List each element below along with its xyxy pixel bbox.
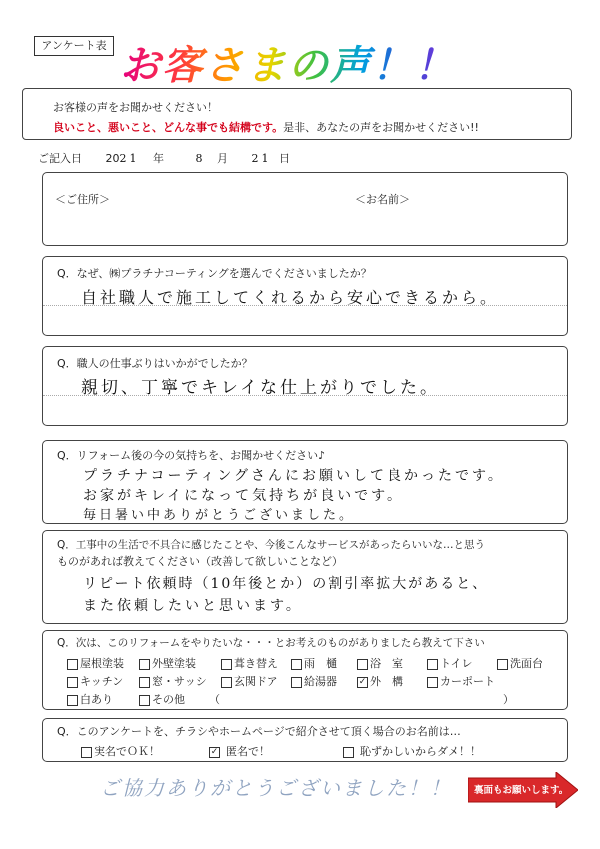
question-1: Q．なぜ、㈱プラチナコーティングを選んでくださいましたか？ — [57, 267, 372, 280]
option-reroof[interactable]: 葺き替え — [221, 655, 278, 671]
checkbox-checked[interactable]: ✓ — [210, 746, 219, 757]
checkbox-checked[interactable]: ✓ — [358, 676, 367, 687]
option-gutter[interactable]: 雨 樋 — [291, 655, 337, 671]
answer-2: 親切、丁寧でキレイな仕上がりでした。 — [81, 378, 440, 398]
question-4b: ものがあれば教えてください（改善して欲しいことなど） — [57, 555, 343, 568]
date-line — [38, 150, 290, 166]
option-other[interactable]: その他 — [139, 691, 185, 707]
option-entrance-door[interactable]: 玄関ドア — [221, 673, 278, 689]
question-2: Q．職人の仕事ぶりはいかがでしたか？ — [57, 357, 253, 370]
address-label: ＜ご住所＞ — [55, 193, 110, 206]
checkbox[interactable] — [221, 659, 232, 670]
checkbox[interactable] — [139, 659, 150, 670]
option-bath[interactable]: 浴 室 — [357, 655, 403, 671]
answer-4b: また依頼したいと思います。 — [83, 598, 303, 614]
answer-3c: 毎日暑い中ありがとうございました。 — [83, 508, 356, 523]
option-kitchen[interactable]: キッチン — [67, 673, 123, 689]
other-close-paren: ） — [503, 693, 514, 706]
date-month-unit: 月 — [217, 152, 228, 165]
checkbox[interactable] — [139, 695, 150, 706]
date-month: 8 — [195, 152, 206, 165]
checkbox[interactable] — [343, 747, 354, 758]
date-day: 21 — [251, 152, 272, 165]
question-box-2 — [42, 346, 568, 426]
answer-1: 自社職人で施工してくれるから安心できるから。 — [81, 288, 500, 307]
answer-3a: プラチナコーティングさんにお願いして良かったです。 — [83, 468, 505, 484]
question-box-5 — [42, 630, 568, 710]
address-box — [42, 172, 568, 246]
option-water-heater[interactable]: 給湯器 — [291, 673, 337, 689]
option-termite[interactable]: 白あり — [67, 691, 113, 707]
back-page-arrow — [468, 772, 578, 808]
thanks-message: ご協力ありがとうございました！！ — [100, 776, 452, 800]
page-title: お客さまの声！！ — [120, 34, 456, 91]
checkbox[interactable] — [67, 677, 78, 688]
answer-4a: リピート依頼時（10年後とか）の割引率拡大があると、 — [83, 576, 489, 592]
checkbox[interactable] — [427, 677, 438, 688]
checkbox[interactable] — [357, 659, 368, 670]
intro-line2-red: 良いこと、悪いこと、どんな事でも結構です。 — [53, 121, 284, 134]
option-real-name[interactable]: 実名でＯＫ！ — [81, 743, 160, 759]
intro-line1: お客様の声をお聞かせください！ — [53, 101, 218, 114]
question-box-6 — [42, 718, 568, 762]
checkbox[interactable] — [139, 677, 150, 688]
checkbox[interactable] — [67, 659, 78, 670]
question-box-1 — [42, 256, 568, 336]
option-wall-paint[interactable]: 外壁塗装 — [139, 655, 196, 671]
question-3: Q．リフォーム後の今の気持ちを、お聞かせください♪ — [57, 449, 326, 462]
question-4a: Q．工事中の生活で不具合に感じたことや、今後こんなサービスがあったらいいな…と思う — [57, 539, 485, 551]
checkbox[interactable] — [81, 747, 92, 758]
option-anonymous[interactable]: ✓ 匿名で！ — [210, 745, 270, 758]
checkbox[interactable] — [497, 659, 508, 670]
answer-3b: お家がキレイになって気持ちが良いです。 — [83, 488, 405, 504]
date-label: ご記入日 — [38, 152, 82, 165]
checkbox[interactable] — [427, 659, 438, 670]
option-carport[interactable]: カーポート — [427, 673, 495, 689]
intro-banner — [22, 88, 572, 140]
question-box-4 — [42, 530, 568, 624]
checkbox[interactable] — [291, 659, 302, 670]
option-decline[interactable]: 恥ずかしいからダメ！！ — [343, 743, 481, 759]
back-page-label: 裏面もお願いします。 — [474, 785, 569, 796]
date-year-prefix: 20 — [105, 152, 120, 165]
intro-line2-rest: 是非、あなたの声をお聞かせください!! — [283, 121, 479, 134]
option-window-sash[interactable]: 窓・サッシ — [139, 673, 207, 689]
date-day-unit: 日 — [279, 152, 290, 165]
question-5: Q．次は、このリフォームをやりたいな・・・とお考えのものがありましたら教えて下さい — [57, 637, 485, 649]
checkbox[interactable] — [291, 677, 302, 688]
option-toilet[interactable]: トイレ — [427, 655, 472, 671]
question-6: Q．このアンケートを、チラシやホームページで紹介させて頂く場合のお名前は… — [57, 725, 461, 738]
date-year-unit: 年 — [153, 152, 164, 165]
checkbox[interactable] — [67, 695, 78, 706]
option-exterior[interactable]: ✓ 外 構 — [358, 675, 403, 688]
form-tag: アンケート表 — [34, 36, 114, 56]
intro-line2 — [53, 119, 479, 135]
name-label: ＜お名前＞ — [355, 193, 410, 206]
option-washbasin[interactable]: 洗面台 — [497, 655, 543, 671]
option-roof-paint[interactable]: 屋根塗装 — [67, 655, 124, 671]
other-open-paren: （ — [209, 693, 220, 706]
question-box-3 — [42, 440, 568, 524]
checkbox[interactable] — [221, 677, 232, 688]
date-year: 21 — [119, 152, 140, 165]
